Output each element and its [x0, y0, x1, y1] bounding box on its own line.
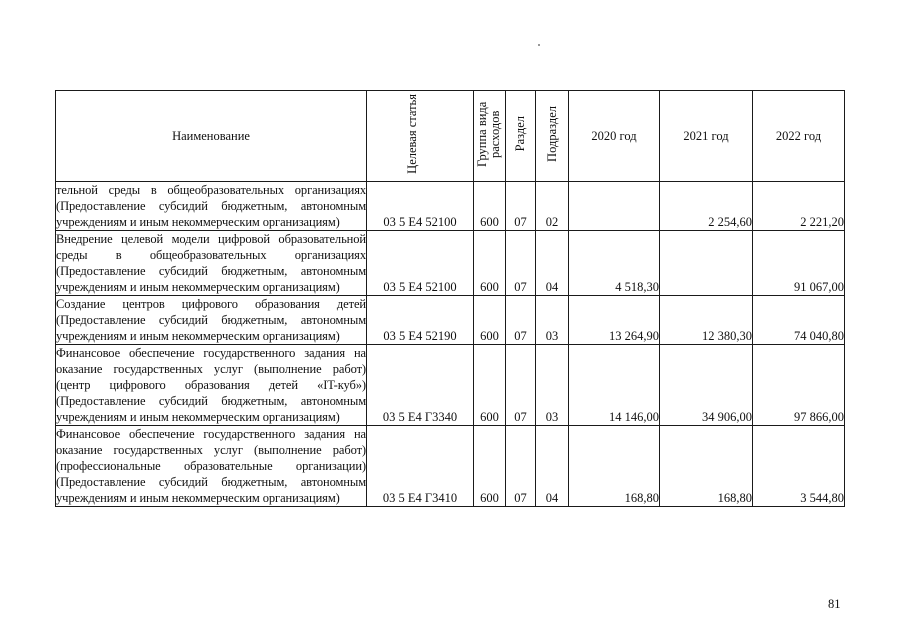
row-2021: [660, 231, 753, 296]
header-2020: 2020 год: [569, 91, 660, 182]
page-number: 81: [828, 597, 841, 611]
row-section: 07: [506, 296, 536, 345]
row-2022: 97 866,00: [753, 345, 845, 426]
row-2021: 34 906,00: [660, 345, 753, 426]
budget-table: [55, 90, 845, 507]
row-2022: 3 544,80: [753, 426, 845, 507]
header-name: Наименование: [56, 91, 367, 182]
row-2021: 168,80: [660, 426, 753, 507]
row-subsection: 04: [536, 231, 569, 296]
row-subsection: 03: [536, 345, 569, 426]
header-2021: 2021 год: [660, 91, 753, 182]
row-subsection: 02: [536, 182, 569, 231]
header-expense-group: Группа вида расходов: [474, 91, 506, 182]
scan-speck: [538, 44, 540, 46]
row-2020: [569, 182, 660, 231]
row-2020: 168,80: [569, 426, 660, 507]
row-expense-group: 600: [474, 182, 506, 231]
row-target-article: 03 5 Е4 52100: [367, 182, 474, 231]
row-name: тельной среды в общеобразовательных организациях (Предоставление субсидий бюджетным, автономным учреждениям и иным некоммерческим организациям): [56, 183, 366, 229]
row-expense-group: 600: [474, 231, 506, 296]
row-2021: 12 380,30: [660, 296, 753, 345]
row-section: 07: [506, 231, 536, 296]
row-2022: 91 067,00: [753, 231, 845, 296]
table-row: [56, 426, 845, 507]
table-row: [56, 345, 845, 426]
row-2020: 14 146,00: [569, 345, 660, 426]
row-expense-group: 600: [474, 345, 506, 426]
row-section: 07: [506, 345, 536, 426]
table-row: [56, 296, 845, 345]
row-expense-group: 600: [474, 426, 506, 507]
row-target-article: 03 5 Е4 52190: [367, 296, 474, 345]
row-2020: 4 518,30: [569, 231, 660, 296]
row-target-article: 03 5 Е4 Г3410: [367, 426, 474, 507]
row-expense-group: 600: [474, 296, 506, 345]
table-header-row: [56, 91, 845, 182]
row-section: 07: [506, 426, 536, 507]
row-2020: 13 264,90: [569, 296, 660, 345]
header-target-article: Целевая статья: [367, 91, 474, 182]
row-target-article: 03 5 Е4 52100: [367, 231, 474, 296]
row-target-article: 03 5 Е4 Г3340: [367, 345, 474, 426]
header-subsection: Подраздел: [536, 91, 569, 182]
table-row: [56, 231, 845, 296]
row-2022: 2 221,20: [753, 182, 845, 231]
row-subsection: 04: [536, 426, 569, 507]
row-name: Создание центров цифрового образования детей (Предоставление субсидий бюджетным, автономным учреждениям и иным некоммерческим организациям): [56, 297, 366, 343]
header-section: Раздел: [506, 91, 536, 182]
row-2021: 2 254,60: [660, 182, 753, 231]
row-section: 07: [506, 182, 536, 231]
table-row: [56, 182, 845, 231]
row-subsection: 03: [536, 296, 569, 345]
header-2022: 2022 год: [753, 91, 845, 182]
row-name: Финансовое обеспечение государственного задания на оказание государственных услуг (выполнение работ) (центр цифрового образования детей «IT-куб») (Предоставление субсидий бюджетным, автономным учреждениям и иным некоммерческим организациям): [56, 346, 366, 424]
row-name: Финансовое обеспечение государственного задания на оказание государственных услуг (выполнение работ) (профессиональные образовательные организации) (Предоставление субсидий бюджетным, автономным учреждениям и иным некоммерческим организациям): [56, 427, 366, 505]
row-name: Внедрение целевой модели цифровой образовательной среды в общеобразовательных организациях (Предоставление субсидий бюджетным, автономным учреждениям и иным некоммерческим организациям): [56, 232, 366, 294]
row-2022: 74 040,80: [753, 296, 845, 345]
